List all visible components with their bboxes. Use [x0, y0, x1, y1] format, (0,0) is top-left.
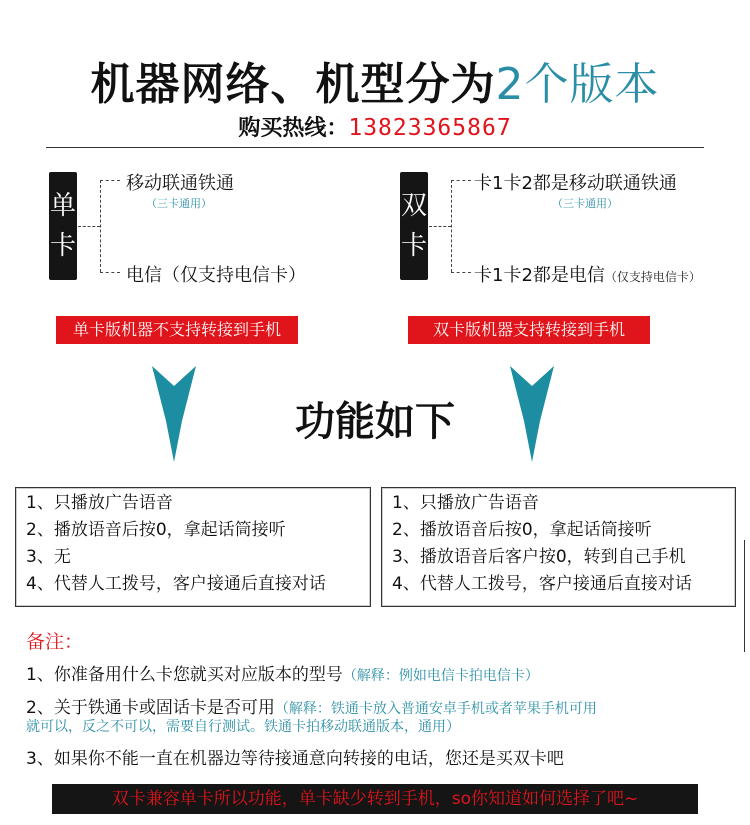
single-card-bar: 单卡版机器不支持转接到手机: [56, 316, 298, 344]
remark-1: [26, 660, 539, 685]
dual-card-branch-bottom: [451, 272, 471, 273]
dual-card-option-bottom-text: 卡1卡2都是电信: [474, 265, 605, 286]
hotline-label: 购买热线：: [238, 116, 349, 141]
single-card-badge-top: 单: [49, 191, 76, 221]
single-card-connector: [78, 226, 100, 227]
feature-item: 2、播放语音后按0，拿起话筒接听: [392, 520, 652, 540]
feature-item: 4、代替人工拨号，客户接通后直接对话: [392, 574, 692, 594]
feature-item: 4、代替人工拨号，客户接通后直接对话: [26, 574, 326, 594]
bottom-banner: 双卡兼容单卡所以功能，单卡缺少转到手机，so你知道如何选择了吧~: [52, 784, 698, 814]
remark-1-note: （解释：例如电信卡拍电信卡）: [342, 668, 539, 684]
hotline-number: 13823365867: [348, 115, 512, 141]
remark-2-continued: 就可以，反之不可以，需要自行测试。铁通卡拍移动联通版本，通用）: [26, 719, 460, 735]
single-card-option-top: 移动联通铁通: [126, 173, 234, 194]
title-main: 机器网络、机型分为: [90, 59, 496, 110]
page-title: [0, 48, 750, 112]
dual-card-connector: [429, 226, 451, 227]
remarks-heading: 备注：: [26, 631, 84, 653]
dual-card-option-top-note: （三卡通用）: [552, 197, 618, 210]
dual-card-badge: [400, 172, 428, 280]
edge-line: [744, 540, 745, 652]
single-card-badge-bottom: 卡: [49, 231, 76, 261]
remark-3: 3、如果你不能一直在机器边等待接通意向转接的电话，您还是买双卡吧: [26, 749, 564, 769]
feature-item: 3、无: [26, 547, 71, 567]
feature-item: 3、播放语音后客户按0，转到自己手机: [392, 547, 686, 567]
dual-card-bracket: [451, 180, 452, 272]
single-card-badge: [49, 172, 77, 280]
remark-2-text: 2、关于铁通卡或固话卡是否可用: [26, 698, 275, 718]
dual-card-option-bottom-note: （仅支持电信卡）: [604, 270, 701, 284]
dual-card-branch-top: [451, 180, 471, 181]
dual-card-option-bottom: [474, 261, 701, 287]
single-card-option-bottom: 电信（仅支持电信卡）: [126, 265, 306, 286]
dual-card-badge-bottom: 卡: [400, 231, 427, 261]
remark-2: [26, 693, 597, 718]
single-card-branch-top: [100, 180, 120, 181]
hotline: [0, 111, 750, 142]
feature-item: 1、只播放广告语音: [26, 493, 173, 513]
dual-card-features: [381, 487, 736, 607]
single-card-features: [15, 487, 371, 607]
dual-card-bar: 双卡版机器支持转接到手机: [408, 316, 650, 344]
feature-item: 1、只播放广告语音: [392, 493, 539, 513]
single-card-option-top-note: （三卡通用）: [146, 197, 212, 210]
remark-1-text: 1、你准备用什么卡您就买对应版本的型号: [26, 665, 343, 685]
dual-card-option-top: 卡1卡2都是移动联通铁通: [474, 173, 677, 194]
divider: [46, 147, 704, 148]
feature-item: 2、播放语音后按0，拿起话筒接听: [26, 520, 286, 540]
title-accent: 2个版本: [495, 59, 660, 110]
single-card-branch-bottom: [100, 272, 120, 273]
single-card-bracket: [100, 180, 101, 272]
dual-card-badge-top: 双: [400, 191, 427, 221]
remark-2-note: （解释：铁通卡放入普通安卓手机或者苹果手机可用: [274, 701, 597, 717]
features-heading: 功能如下: [295, 399, 455, 445]
